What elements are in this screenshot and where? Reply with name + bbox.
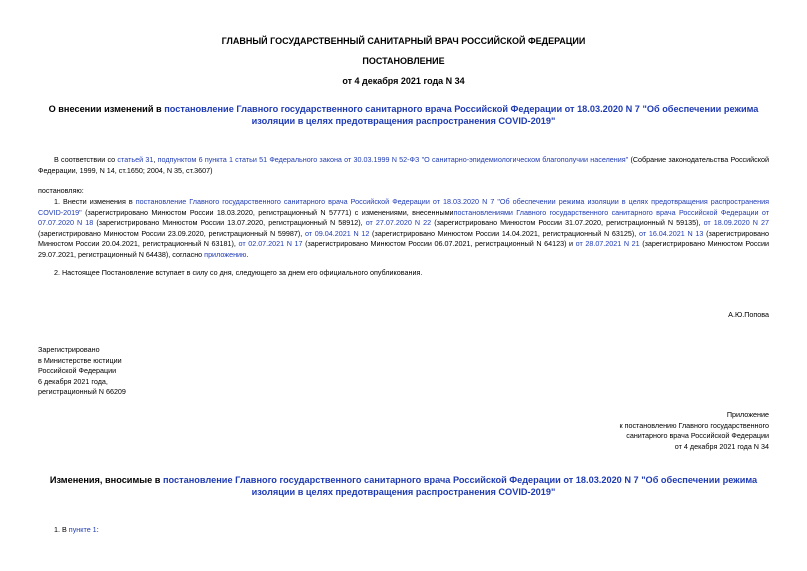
item-1-paragraph <box>38 197 769 260</box>
registration-line: регистрационный N 66209 <box>38 387 126 396</box>
preamble-text-2: , <box>153 155 158 164</box>
item1-link-decree-18[interactable]: постановлениями Главного государственного санитарного врача Российской Федерации от 07.07.2020 N 18 <box>38 207 769 227</box>
registration-block <box>38 345 126 398</box>
appendix-line: Приложение <box>726 410 769 419</box>
item1-link-decree-12[interactable]: от 09.04.2021 N 12 <box>304 228 370 238</box>
item1-link-decree-22[interactable]: от 27.07.2020 N 22 <box>365 218 432 227</box>
item1-link-decree-17[interactable]: от 02.07.2021 N 17 <box>238 239 303 248</box>
item1-link-decree-21[interactable]: от 28.07.2021 N 21 <box>575 239 640 248</box>
registration-line: в Министерстве юстиции <box>38 355 122 365</box>
item1-text-7: (зарегистрировано Минюстом России 20.04.2021, регистрационный N 63181), <box>38 228 770 248</box>
item1-text-5: (зарегистрировано Минюстом России 23.09.2020, регистрационный N 59987), <box>38 228 305 238</box>
preamble <box>38 155 769 176</box>
changes-title-link[interactable]: постановление Главного государственного санитарного врача Российской Федерации от 18.03.2020 N 7 "Об обеспечении режима изоляции в целях предотвращения распространения COVID-2019" <box>162 475 758 497</box>
item1-text-2: (зарегистрировано Минюстом России 18.03.2020, регистрационный N 57771) с изменениями, внесенными <box>81 207 454 217</box>
item1-text-3: (зарегистрировано Минюстом России 13.07.2020, регистрационный N 58912), <box>93 218 366 227</box>
preamble-text-1: В соответствии со <box>54 155 118 164</box>
preamble-text-3: (Собрание законодательства Российской Федерации, 1999, N 14, ст.1650; 2004, N 35, ст.3607) <box>38 155 770 175</box>
changes-title <box>38 474 769 498</box>
title-prefix: О внесении изменений в <box>48 104 165 114</box>
item1-text-9: (зарегистрировано Минюстом России 29.07.2021, регистрационный N 64438), согласно <box>38 239 770 259</box>
appendix-line: от 4 декабря 2021 года N 34 <box>674 441 769 451</box>
preamble-link-federal-law[interactable]: подпунктом 6 пункта 1 статьи 51 Федерального закона от 30.03.1999 N 52-ФЗ "О санитарно-эпидемиологическом благополучии населения" <box>157 155 629 164</box>
item1-text-6: (зарегистрировано Минюстом России 14.04.2021, регистрационный N 63125), <box>369 228 639 238</box>
document-title <box>40 103 767 127</box>
point1-link[interactable]: пункте 1 <box>68 525 97 534</box>
signature: А.Ю.Попова <box>728 310 769 319</box>
issuing-authority: ГЛАВНЫЙ ГОСУДАРСТВЕННЫЙ САНИТАРНЫЙ ВРАЧ РОССИЙСКОЙ ФЕДЕРАЦИИ <box>221 36 586 46</box>
item1-text-1: 1. Внести изменения в <box>54 197 136 206</box>
point1-prefix: 1. В <box>54 525 69 534</box>
registration-line: Зарегистрировано <box>38 345 100 354</box>
point-1 <box>54 525 99 534</box>
item1-link-decree-7[interactable]: постановление Главного государственного санитарного врача Российской Федерации от 18.03.2020 N 7 "Об обеспечении режима изоляции в целях предотвращения распространения COVID-2019" <box>38 197 769 217</box>
appendix-header <box>619 410 769 452</box>
item1-text-4: (зарегистрировано Минюстом России 31.07.2020, регистрационный N 59135), <box>431 218 704 227</box>
point1-suffix: : <box>96 525 99 534</box>
item-2-paragraph: 2. Настоящее Постановление вступает в силу со дня, следующего за днем его официального опубликования. <box>54 268 423 277</box>
item1-text-8: (зарегистрировано Минюстом России 06.07.2021, регистрационный N 64123) и <box>302 239 576 248</box>
appendix-line: санитарного врача Российской Федерации <box>626 431 769 440</box>
decree-word: постановляю: <box>38 186 84 195</box>
document-date-number: от 4 декабря 2021 года N 34 <box>342 76 465 86</box>
title-link[interactable]: постановление Главного государственного санитарного врача Российской Федерации от 18.03.2020 N 7 "Об обеспечении режима изоляции в целях предотвращения распространения COVID-2019" <box>164 104 759 126</box>
item1-link-decree-27[interactable]: от 18.09.2020 N 27 <box>703 218 770 227</box>
appendix-line: к постановлению Главного государственного <box>619 420 769 430</box>
changes-title-prefix: Изменения, вносимые в <box>49 475 163 485</box>
item1-link-decree-13[interactable]: от 16.04.2021 N 13 <box>638 228 704 238</box>
item1-text-10: . <box>246 249 249 259</box>
registration-line: 6 декабря 2021 года, <box>38 376 108 386</box>
document-type: ПОСТАНОВЛЕНИЕ <box>362 56 445 66</box>
preamble-link-article-31[interactable]: статьей 31 <box>117 155 154 164</box>
item1-link-appendix[interactable]: приложению <box>204 249 247 259</box>
registration-line: Российской Федерации <box>38 366 117 375</box>
